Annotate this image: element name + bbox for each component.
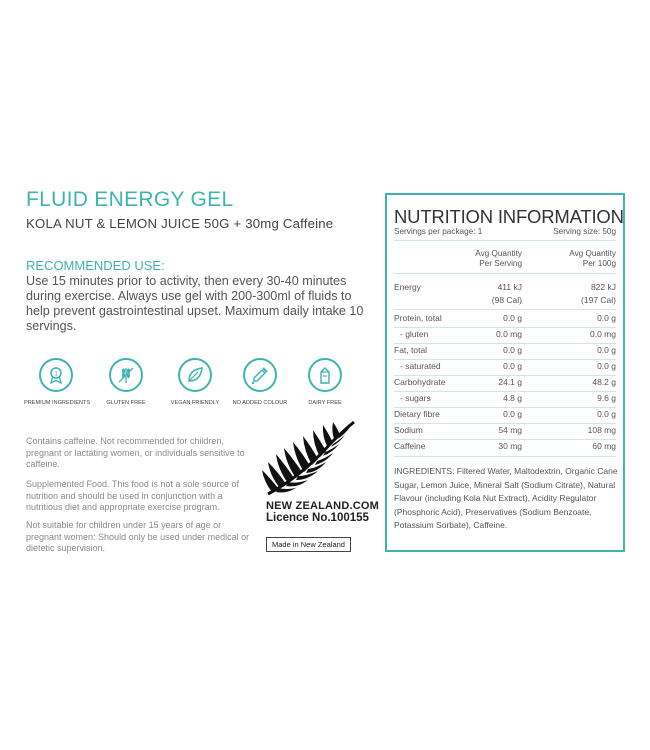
- divider: [394, 240, 616, 241]
- nutrition-row-energy-cal: [394, 295, 616, 309]
- per-100g-value: 822 kJ: [590, 282, 616, 292]
- column-header-line: Avg Quantity: [569, 249, 616, 258]
- serving-size: Serving size: 50g: [553, 227, 616, 236]
- column-header-line: Avg Quantity: [475, 249, 522, 258]
- per-100g-value: 108 mg: [587, 425, 616, 435]
- nutrition-row-sodium: [394, 425, 616, 439]
- feature-label: NO ADDED COLOUR: [232, 400, 288, 406]
- column-header-line: Per Serving: [479, 259, 522, 268]
- feature-label: DAIRY FREE: [308, 400, 342, 406]
- nutrient-name: - saturated: [400, 361, 441, 371]
- servings-per-package: Servings per package: 1: [394, 227, 483, 236]
- recommended-use-text: Use 15 minutes prior to activity, then every 30-40 minutes during exercise. Always use gel with 200-300ml of fluids to help prevent gastrointestinal upset. Maximum daily intake 10 servings.: [26, 274, 364, 333]
- nutrition-row-dietary-fibre: [394, 409, 616, 423]
- divider: [394, 273, 616, 274]
- per-100g-value: 9.6 g: [597, 393, 616, 403]
- nutrient-name: Fat, total: [394, 345, 428, 355]
- divider: [394, 423, 616, 424]
- licence-number: Licence No.100155: [266, 512, 369, 524]
- feature-dairy-free: [293, 358, 357, 406]
- divider: [394, 375, 616, 376]
- per-100g-value: 48.2 g: [592, 377, 616, 387]
- leaf-icon: [178, 358, 212, 392]
- caffeine-warning: Contains caffeine. Not recommended for children, pregnant or lactating women, or individuals sensitive to caffeine.: [26, 436, 245, 469]
- product-title: FLUID ENERGY GEL: [26, 188, 234, 211]
- nutrition-row-saturated: [394, 361, 616, 375]
- per-100g-value: 0.0 g: [597, 313, 616, 323]
- nutrient-name: Caffeine: [394, 441, 426, 451]
- feature-gluten-free: [94, 358, 158, 406]
- nutrition-row-protein: [394, 313, 616, 327]
- new-zealand-site: NEW ZEALAND.COM: [266, 500, 379, 512]
- silver-fern-logo: [262, 420, 358, 500]
- feature-label: GLUTEN FREE: [106, 400, 146, 406]
- divider: [394, 343, 616, 344]
- feature-label: PREMIUM INGREDIENTS: [24, 400, 91, 406]
- feature-premium-ingredients: [24, 358, 91, 406]
- age-restriction-notice: Not suitable for children under 15 years of age or pregnant women: Should only be used under medical or dietetic supervision.: [26, 520, 250, 553]
- per-serving-value: 54 mg: [498, 425, 522, 435]
- per-serving-value: 30 mg: [498, 441, 522, 451]
- nutrient-name: Energy: [394, 282, 421, 292]
- nutrition-row-caffeine: [394, 441, 616, 455]
- nutrient-name: - sugars: [400, 393, 431, 403]
- wheat-icon: [109, 358, 143, 392]
- column-header-line: Per 100g: [582, 259, 616, 268]
- divider: [394, 407, 616, 408]
- per-serving-value: 4.8 g: [503, 393, 522, 403]
- feature-no-added-colour: [228, 358, 292, 406]
- dropper-icon: [243, 358, 277, 392]
- nutrient-name: Carbohydrate: [394, 377, 446, 387]
- svg-text:1: 1: [54, 371, 58, 378]
- per-100g-value: 0.0 g: [597, 409, 616, 419]
- per-serving-value: 0.0 g: [503, 409, 522, 419]
- divider: [394, 456, 616, 457]
- per-serving-value: (98 Cal): [491, 295, 522, 305]
- nutrient-name: Dietary fibre: [394, 409, 440, 419]
- divider: [394, 439, 616, 440]
- per-100g-value: 0.0 g: [597, 345, 616, 355]
- nutrition-panel: [385, 193, 625, 552]
- nutrition-row-energy: [394, 282, 616, 296]
- nutrition-row-gluten: [394, 329, 616, 343]
- divider: [394, 309, 616, 310]
- made-in-badge: Made in New Zealand: [266, 537, 351, 552]
- feature-vegan-friendly: [163, 358, 227, 406]
- nutrition-title: NUTRITION INFORMATION: [394, 206, 624, 227]
- divider: [394, 327, 616, 328]
- nutrient-name: Protein, total: [394, 313, 442, 323]
- per-100g-value: (197 Cal): [581, 295, 616, 305]
- nutrition-row-fat: [394, 345, 616, 359]
- nutrition-row-carbohydrate: [394, 377, 616, 391]
- nutrient-name: - gluten: [400, 329, 429, 339]
- per-100g-value: 0.0 g: [597, 361, 616, 371]
- medal-icon: [39, 358, 73, 392]
- column-header-per-100g: [569, 249, 616, 269]
- feature-label: VEGAN FRIENDLY: [170, 400, 220, 406]
- per-serving-value: 0.0 g: [503, 361, 522, 371]
- product-subtitle: KOLA NUT & LEMON JUICE 50G + 30mg Caffeine: [26, 216, 334, 231]
- nutrition-row-sugars: [394, 393, 616, 407]
- per-100g-value: 60 mg: [592, 441, 616, 451]
- recommended-use-heading: RECOMMENDED USE:: [26, 258, 165, 273]
- per-100g-value: 0.0 mg: [590, 329, 616, 339]
- ingredients-list: INGREDIENTS: Filtered Water, Maltodextrin, Organic Cane Sugar, Lemon Juice, Mineral Salt (Sodium Citrate), Natural Flavour (including Kola Nut Extract), Acidity Regulator (Phosphoric Acid), Preservatives (Sodium Benzoate, Potassium Sorbate), Caffeine.: [394, 466, 618, 530]
- per-serving-value: 0.0 g: [503, 313, 522, 323]
- supplemented-food-notice: Supplemented Food. This food is not a sole source of nutrition and should be used in conjunction with a nutritious diet and appropriate exercise program.: [26, 479, 239, 512]
- per-serving-value: 24.1 g: [498, 377, 522, 387]
- divider: [394, 391, 616, 392]
- column-header-per-serving: [475, 249, 522, 269]
- milk-carton-icon: [308, 358, 342, 392]
- per-serving-value: 0.0 mg: [496, 329, 522, 339]
- per-serving-value: 0.0 g: [503, 345, 522, 355]
- nutrient-name: Sodium: [394, 425, 423, 435]
- divider: [394, 359, 616, 360]
- per-serving-value: 411 kJ: [497, 282, 522, 292]
